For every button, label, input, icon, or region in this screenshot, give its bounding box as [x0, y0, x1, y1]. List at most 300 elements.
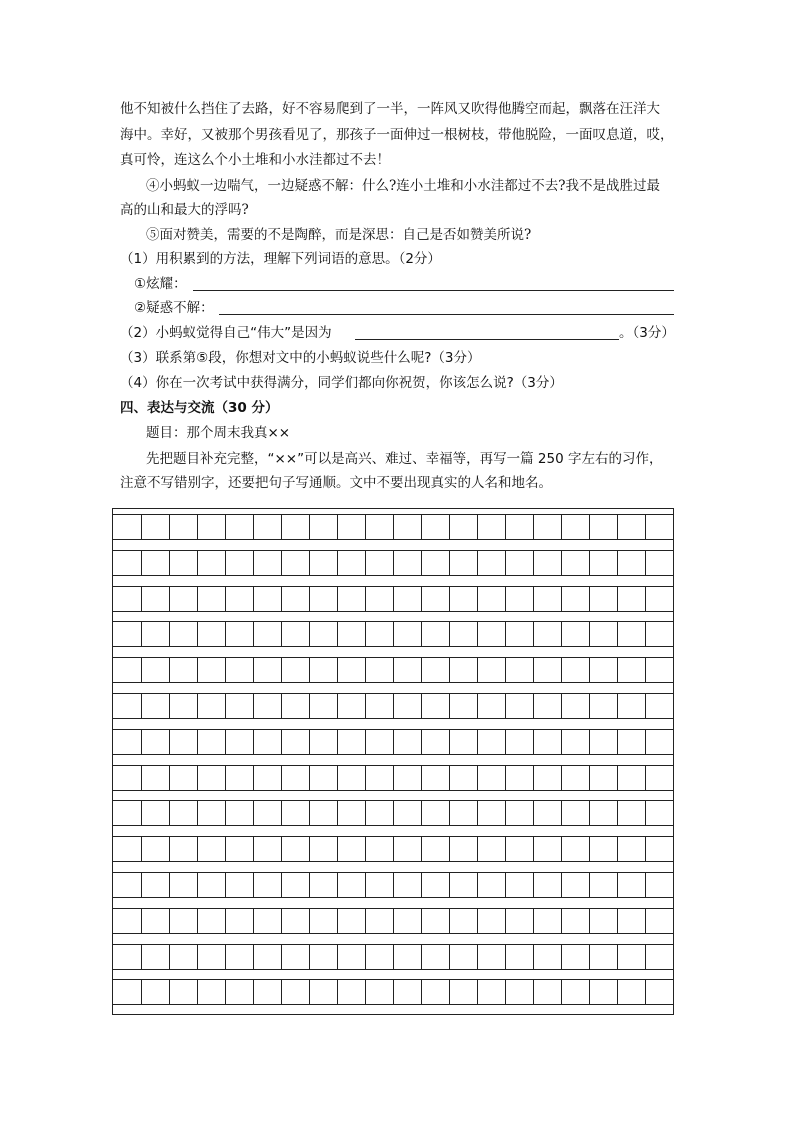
grid-cell[interactable] [589, 980, 617, 1004]
grid-cell[interactable] [421, 766, 449, 790]
grid-cell[interactable] [533, 801, 561, 825]
grid-cell[interactable] [421, 873, 449, 897]
grid-cell[interactable] [645, 837, 673, 861]
grid-cell[interactable] [477, 873, 505, 897]
grid-cell[interactable] [449, 909, 477, 933]
grid-row [113, 514, 673, 540]
grid-cell[interactable] [281, 694, 309, 718]
grid-cell[interactable] [477, 909, 505, 933]
grid-cell[interactable] [561, 551, 589, 575]
grid-cell[interactable] [533, 587, 561, 611]
grid-cell[interactable] [589, 515, 617, 539]
grid-cell[interactable] [645, 730, 673, 754]
grid-cell[interactable] [197, 909, 225, 933]
grid-cell[interactable] [225, 515, 253, 539]
grid-cell[interactable] [197, 587, 225, 611]
grid-cell[interactable] [169, 515, 197, 539]
grid-cell[interactable] [309, 945, 337, 969]
grid-cell[interactable] [197, 694, 225, 718]
grid-cell[interactable] [645, 622, 673, 646]
grid-cell[interactable] [281, 587, 309, 611]
grid-cell[interactable] [505, 873, 533, 897]
grid-cell[interactable] [281, 515, 309, 539]
grid-cell[interactable] [477, 801, 505, 825]
grid-cell[interactable] [477, 730, 505, 754]
grid-cell[interactable] [449, 980, 477, 1004]
grid-cell[interactable] [253, 980, 281, 1004]
grid-cell[interactable] [617, 837, 645, 861]
grid-cell[interactable] [309, 873, 337, 897]
grid-cell[interactable] [253, 801, 281, 825]
grid-cell[interactable] [533, 945, 561, 969]
grid-cell[interactable] [449, 694, 477, 718]
grid-cell[interactable] [589, 909, 617, 933]
grid-cell[interactable] [141, 945, 169, 969]
grid-cell[interactable] [169, 551, 197, 575]
grid-cell[interactable] [197, 945, 225, 969]
grid-cell[interactable] [337, 801, 365, 825]
grid-cell[interactable] [645, 909, 673, 933]
grid-cell[interactable] [141, 873, 169, 897]
grid-cell[interactable] [589, 873, 617, 897]
grid-cell[interactable] [309, 551, 337, 575]
grid-cell[interactable] [309, 766, 337, 790]
grid-row [113, 800, 673, 826]
grid-cell[interactable] [449, 801, 477, 825]
grid-cell[interactable] [449, 515, 477, 539]
grid-cell[interactable] [197, 837, 225, 861]
grid-cell[interactable] [477, 980, 505, 1004]
grid-cell[interactable] [365, 730, 393, 754]
grid-cell[interactable] [113, 622, 141, 646]
grid-cell[interactable] [617, 694, 645, 718]
grid-cell[interactable] [281, 801, 309, 825]
grid-cell[interactable] [365, 873, 393, 897]
grid-cell[interactable] [337, 515, 365, 539]
grid-cell[interactable] [365, 909, 393, 933]
grid-cell[interactable] [253, 587, 281, 611]
grid-cell[interactable] [113, 766, 141, 790]
grid-cell[interactable] [561, 909, 589, 933]
grid-cell[interactable] [449, 766, 477, 790]
grid-cell[interactable] [253, 945, 281, 969]
grid-cell[interactable] [225, 945, 253, 969]
grid-cell[interactable] [561, 945, 589, 969]
grid-cell[interactable] [421, 945, 449, 969]
grid-cell[interactable] [309, 658, 337, 682]
grid-cell[interactable] [169, 694, 197, 718]
question-4: （4）你在一次考试中获得满分，同学们都向你祝贺，你该怎么说?（3分） [120, 375, 563, 391]
grid-cell[interactable] [505, 766, 533, 790]
grid-cell[interactable] [421, 515, 449, 539]
grid-cell[interactable] [421, 694, 449, 718]
grid-cell[interactable] [561, 801, 589, 825]
grid-cell[interactable] [533, 551, 561, 575]
grid-cell[interactable] [365, 694, 393, 718]
grid-cell[interactable] [253, 658, 281, 682]
grid-cell[interactable] [393, 837, 421, 861]
grid-cell[interactable] [309, 694, 337, 718]
grid-cell[interactable] [645, 587, 673, 611]
grid-cell[interactable] [197, 730, 225, 754]
grid-cell[interactable] [589, 766, 617, 790]
grid-cell[interactable] [365, 622, 393, 646]
paragraph-4-line-2: 高的山和最大的浮吗? [120, 202, 249, 218]
grid-cell[interactable] [281, 980, 309, 1004]
grid-cell[interactable] [533, 837, 561, 861]
grid-cell[interactable] [533, 766, 561, 790]
grid-cell[interactable] [169, 658, 197, 682]
grid-cell[interactable] [169, 587, 197, 611]
grid-cell[interactable] [113, 980, 141, 1004]
grid-cell[interactable] [253, 909, 281, 933]
grid-cell[interactable] [505, 801, 533, 825]
grid-cell[interactable] [393, 515, 421, 539]
grid-cell[interactable] [169, 980, 197, 1004]
grid-cell[interactable] [141, 694, 169, 718]
grid-cell[interactable] [449, 658, 477, 682]
grid-cell[interactable] [141, 551, 169, 575]
grid-cell[interactable] [281, 837, 309, 861]
grid-cell[interactable] [589, 694, 617, 718]
grid-cell[interactable] [505, 622, 533, 646]
grid-cell[interactable] [421, 551, 449, 575]
grid-cell[interactable] [141, 980, 169, 1004]
grid-cell[interactable] [393, 694, 421, 718]
grid-cell[interactable] [449, 945, 477, 969]
grid-cell[interactable] [197, 766, 225, 790]
grid-cell[interactable] [337, 766, 365, 790]
grid-cell[interactable] [113, 551, 141, 575]
grid-cell[interactable] [617, 515, 645, 539]
grid-cell[interactable] [281, 730, 309, 754]
grid-cell[interactable] [365, 587, 393, 611]
grid-cell[interactable] [225, 909, 253, 933]
grid-cell[interactable] [113, 694, 141, 718]
grid-cell[interactable] [253, 766, 281, 790]
grid-cell[interactable] [365, 658, 393, 682]
grid-cell[interactable] [393, 730, 421, 754]
grid-cell[interactable] [169, 766, 197, 790]
grid-cell[interactable] [253, 873, 281, 897]
grid-cell[interactable] [309, 837, 337, 861]
grid-cell[interactable] [169, 801, 197, 825]
grid-cell[interactable] [113, 909, 141, 933]
grid-cell[interactable] [309, 730, 337, 754]
grid-cell[interactable] [505, 909, 533, 933]
grid-cell[interactable] [337, 945, 365, 969]
grid-cell[interactable] [225, 694, 253, 718]
grid-cell[interactable] [337, 730, 365, 754]
grid-cell[interactable] [561, 622, 589, 646]
grid-cell[interactable] [393, 658, 421, 682]
grid-cell[interactable] [197, 980, 225, 1004]
grid-cell[interactable] [365, 766, 393, 790]
grid-cell[interactable] [309, 587, 337, 611]
grid-cell[interactable] [449, 730, 477, 754]
grid-cell[interactable] [141, 730, 169, 754]
grid-cell[interactable] [113, 945, 141, 969]
grid-cell[interactable] [337, 658, 365, 682]
grid-cell[interactable] [337, 551, 365, 575]
grid-cell[interactable] [589, 551, 617, 575]
grid-cell[interactable] [645, 801, 673, 825]
grid-cell[interactable] [645, 694, 673, 718]
grid-cell[interactable] [645, 945, 673, 969]
grid-cell[interactable] [421, 837, 449, 861]
grid-cell[interactable] [225, 873, 253, 897]
grid-cell[interactable] [617, 587, 645, 611]
grid-cell[interactable] [365, 801, 393, 825]
grid-cell[interactable] [141, 766, 169, 790]
grid-cell[interactable] [533, 694, 561, 718]
grid-cell[interactable] [421, 980, 449, 1004]
grid-cell[interactable] [113, 801, 141, 825]
grid-cell[interactable] [225, 658, 253, 682]
grid-cell[interactable] [477, 837, 505, 861]
grid-row [113, 586, 673, 612]
grid-cell[interactable] [617, 730, 645, 754]
grid-cell[interactable] [533, 980, 561, 1004]
grid-cell[interactable] [141, 801, 169, 825]
grid-cell[interactable] [225, 730, 253, 754]
grid-cell[interactable] [393, 801, 421, 825]
grid-cell[interactable] [645, 658, 673, 682]
grid-cell[interactable] [393, 909, 421, 933]
grid-cell[interactable] [617, 622, 645, 646]
grid-cell[interactable] [169, 909, 197, 933]
grid-cell[interactable] [281, 873, 309, 897]
grid-cell[interactable] [589, 945, 617, 969]
grid-cell[interactable] [337, 587, 365, 611]
grid-cell[interactable] [505, 837, 533, 861]
grid-cell[interactable] [309, 515, 337, 539]
grid-cell[interactable] [197, 873, 225, 897]
grid-cell[interactable] [645, 766, 673, 790]
essay-instruction-line-1: 先把题目补充完整，“××”可以是高兴、难过、幸福等，再写一篇 250 字左右的习作， [146, 451, 663, 467]
grid-cell[interactable] [393, 766, 421, 790]
grid-cell[interactable] [393, 980, 421, 1004]
grid-cell[interactable] [225, 980, 253, 1004]
answer-line-1b[interactable] [219, 314, 674, 315]
grid-cell[interactable] [449, 551, 477, 575]
grid-cell[interactable] [253, 837, 281, 861]
grid-cell[interactable] [421, 587, 449, 611]
grid-cell[interactable] [533, 622, 561, 646]
grid-cell[interactable] [477, 515, 505, 539]
grid-cell[interactable] [393, 551, 421, 575]
essay-instruction-line-2: 注意不写错别字，还要把句子写通顺。文中不要出现真实的人名和地名。 [120, 475, 552, 491]
grid-cell[interactable] [197, 551, 225, 575]
question-3: （3）联系第⑤段，你想对文中的小蚂蚁说些什么呢?（3分） [120, 350, 481, 366]
paragraph-5: ⑤面对赞美，需要的不是陶醉，而是深思：自己是否如赞美所说? [146, 227, 532, 243]
grid-cell[interactable] [477, 622, 505, 646]
grid-cell[interactable] [309, 801, 337, 825]
answer-line-2[interactable] [355, 339, 619, 340]
grid-cell[interactable] [505, 945, 533, 969]
grid-cell[interactable] [169, 837, 197, 861]
grid-cell[interactable] [477, 587, 505, 611]
grid-cell[interactable] [393, 873, 421, 897]
answer-line-1a[interactable] [193, 290, 674, 291]
grid-row [113, 908, 673, 934]
grid-cell[interactable] [617, 658, 645, 682]
grid-cell[interactable] [561, 658, 589, 682]
grid-cell[interactable] [365, 980, 393, 1004]
grid-cell[interactable] [589, 658, 617, 682]
grid-cell[interactable] [645, 515, 673, 539]
grid-cell[interactable] [505, 730, 533, 754]
grid-cell[interactable] [197, 515, 225, 539]
grid-cell[interactable] [337, 622, 365, 646]
grid-cell[interactable] [561, 587, 589, 611]
grid-cell[interactable] [617, 909, 645, 933]
grid-cell[interactable] [533, 658, 561, 682]
grid-cell[interactable] [365, 945, 393, 969]
grid-cell[interactable] [169, 945, 197, 969]
grid-cell[interactable] [421, 801, 449, 825]
grid-cell[interactable] [505, 694, 533, 718]
grid-cell[interactable] [169, 873, 197, 897]
grid-cell[interactable] [141, 515, 169, 539]
grid-cell[interactable] [225, 766, 253, 790]
grid-cell[interactable] [477, 694, 505, 718]
grid-cell[interactable] [561, 730, 589, 754]
grid-cell[interactable] [617, 945, 645, 969]
grid-cell[interactable] [645, 551, 673, 575]
grid-cell[interactable] [393, 945, 421, 969]
grid-cell[interactable] [281, 909, 309, 933]
grid-cell[interactable] [309, 980, 337, 1004]
grid-cell[interactable] [141, 622, 169, 646]
grid-cell[interactable] [169, 622, 197, 646]
grid-cell[interactable] [197, 801, 225, 825]
grid-cell[interactable] [253, 551, 281, 575]
grid-cell[interactable] [281, 766, 309, 790]
grid-cell[interactable] [197, 622, 225, 646]
grid-cell[interactable] [477, 658, 505, 682]
grid-cell[interactable] [281, 551, 309, 575]
grid-cell[interactable] [225, 801, 253, 825]
grid-cell[interactable] [113, 730, 141, 754]
grid-cell[interactable] [533, 730, 561, 754]
grid-cell[interactable] [533, 873, 561, 897]
grid-cell[interactable] [225, 587, 253, 611]
grid-cell[interactable] [393, 622, 421, 646]
grid-cell[interactable] [589, 801, 617, 825]
grid-cell[interactable] [141, 587, 169, 611]
grid-cell[interactable] [253, 694, 281, 718]
grid-cell[interactable] [169, 730, 197, 754]
grid-cell[interactable] [365, 837, 393, 861]
grid-row [113, 765, 673, 791]
grid-cell[interactable] [505, 980, 533, 1004]
grid-cell[interactable] [645, 980, 673, 1004]
grid-cell[interactable] [113, 658, 141, 682]
grid-cell[interactable] [617, 551, 645, 575]
grid-cell[interactable] [449, 587, 477, 611]
grid-cell[interactable] [449, 873, 477, 897]
grid-cell[interactable] [617, 980, 645, 1004]
grid-row [113, 836, 673, 862]
grid-cell[interactable] [505, 587, 533, 611]
grid-cell[interactable] [505, 515, 533, 539]
grid-cell[interactable] [141, 909, 169, 933]
grid-cell[interactable] [477, 945, 505, 969]
grid-cell[interactable] [225, 622, 253, 646]
grid-cell[interactable] [337, 694, 365, 718]
grid-cell[interactable] [113, 837, 141, 861]
grid-cell[interactable] [505, 551, 533, 575]
grid-cell[interactable] [617, 873, 645, 897]
grid-cell[interactable] [337, 837, 365, 861]
passage-line-1: 他不知被什么挡住了去路，好不容易爬到了一半，一阵风又吹得他腾空而起，飘落在汪洋大 [120, 101, 660, 117]
grid-cell[interactable] [533, 515, 561, 539]
grid-cell[interactable] [253, 622, 281, 646]
grid-cell[interactable] [141, 837, 169, 861]
grid-cell[interactable] [505, 658, 533, 682]
grid-cell[interactable] [617, 801, 645, 825]
grid-cell[interactable] [561, 694, 589, 718]
grid-cell[interactable] [365, 515, 393, 539]
grid-cell[interactable] [281, 945, 309, 969]
grid-cell[interactable] [141, 658, 169, 682]
grid-cell[interactable] [337, 873, 365, 897]
grid-cell[interactable] [477, 766, 505, 790]
grid-cell[interactable] [113, 873, 141, 897]
grid-cell[interactable] [421, 622, 449, 646]
grid-cell[interactable] [589, 837, 617, 861]
grid-cell[interactable] [561, 766, 589, 790]
grid-cell[interactable] [113, 515, 141, 539]
grid-row [113, 657, 673, 683]
grid-cell[interactable] [421, 909, 449, 933]
passage-line-2: 海中。幸好，又被那个男孩看见了，那孩子一面伸过一根树枝，带他脱险，一面叹息道，哎， [120, 127, 674, 143]
grid-row [113, 944, 673, 970]
grid-cell[interactable] [225, 837, 253, 861]
grid-cell[interactable] [561, 873, 589, 897]
grid-cell[interactable] [589, 730, 617, 754]
grid-cell[interactable] [309, 622, 337, 646]
grid-cell[interactable] [337, 980, 365, 1004]
grid-cell[interactable] [589, 622, 617, 646]
grid-cell[interactable] [281, 622, 309, 646]
grid-cell[interactable] [253, 730, 281, 754]
grid-cell[interactable] [561, 980, 589, 1004]
grid-cell[interactable] [393, 587, 421, 611]
composition-grid[interactable] [112, 508, 674, 1015]
grid-cell[interactable] [225, 551, 253, 575]
grid-cell[interactable] [449, 622, 477, 646]
grid-cell[interactable] [197, 658, 225, 682]
grid-cell[interactable] [645, 873, 673, 897]
grid-cell[interactable] [337, 909, 365, 933]
grid-cell[interactable] [281, 658, 309, 682]
grid-cell[interactable] [421, 730, 449, 754]
grid-cell[interactable] [421, 658, 449, 682]
grid-cell[interactable] [113, 587, 141, 611]
grid-cell[interactable] [477, 551, 505, 575]
grid-cell[interactable] [617, 766, 645, 790]
grid-cell[interactable] [561, 837, 589, 861]
grid-cell[interactable] [533, 909, 561, 933]
grid-cell[interactable] [589, 587, 617, 611]
grid-cell[interactable] [365, 551, 393, 575]
grid-cell[interactable] [449, 837, 477, 861]
grid-cell[interactable] [253, 515, 281, 539]
grid-cell[interactable] [309, 909, 337, 933]
grid-cell[interactable] [561, 515, 589, 539]
